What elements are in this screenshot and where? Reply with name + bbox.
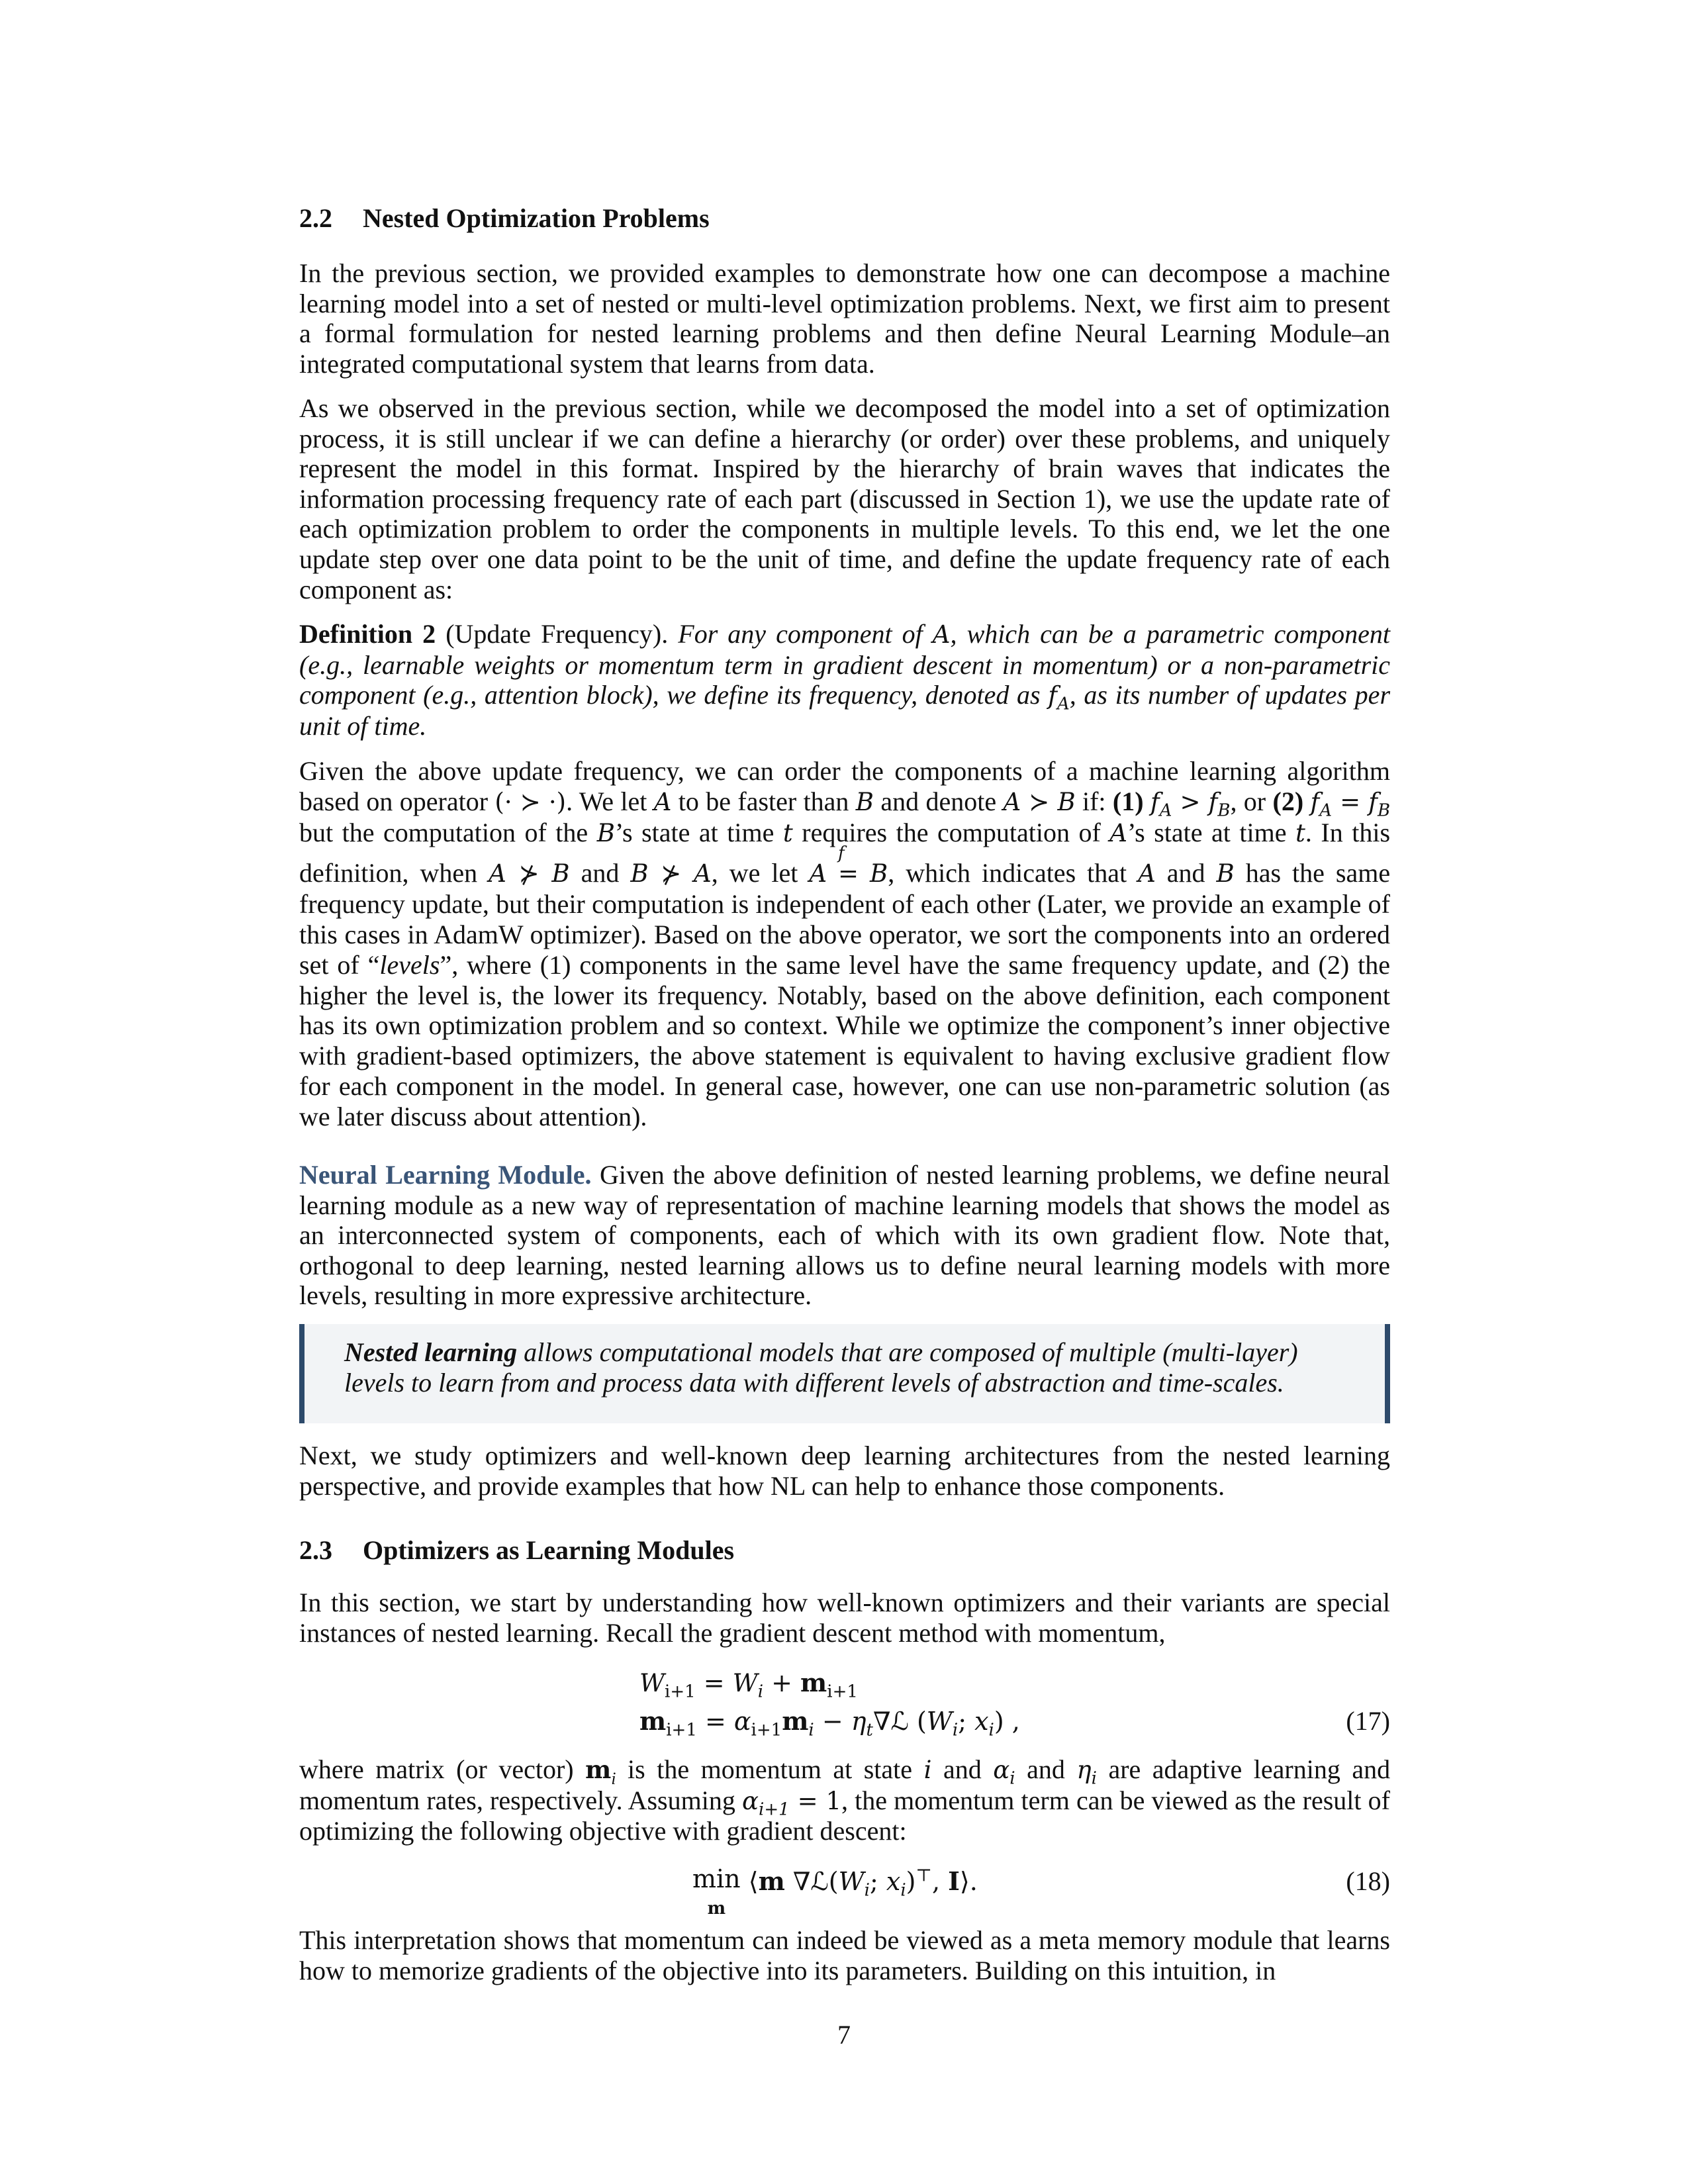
definition-2: Definition 2 (Update Frequency). For any component of A, which can be a parametric component (e.g., learnable weights or momentum term in gradient descent in momentum) or a non-parametric component (e.g., attention block), we define its frequency, denoted as $f_A$, as its number of updates per unit of time. bbox=[299, 619, 1391, 741]
equation-18: min m ⟨m $\nabla ℒ(W_i$; $x_i)^⊤$, I⟩. bbox=[692, 1864, 978, 1919]
section-heading-2-3 bbox=[299, 1535, 1390, 1566]
equation-17-number: (17) bbox=[1346, 1706, 1390, 1736]
paragraph-text: In this section, we start by understanding how well-known optimizers and their variants are special instances of nested learning. Recall the gradient descent method with momentum, bbox=[299, 1588, 1390, 1648]
paragraph-intro bbox=[299, 258, 1390, 379]
equation-18-number: (18) bbox=[1346, 1866, 1390, 1896]
equation-17-line-2: $m_{i+1} = \alpha_{i+1}m_i$ − $\eta_t\nabla ℒ$ ($W_i$; $x_i$) , bbox=[639, 1706, 1020, 1740]
paragraph-optimizers bbox=[299, 1588, 1390, 1648]
paragraph-text: This interpretation shows that momentum can indeed be viewed as a meta memory module that learns how to memorize gradients of the objective into its parameters. Building on this intuition, in bbox=[299, 1925, 1390, 1985]
section-heading-2-2 bbox=[299, 203, 1390, 234]
definition-name: (Update Frequency). bbox=[445, 619, 669, 649]
callout-text: Nested learning allows computational models that are composed of multiple (multi-layer) levels to learn from and process data with different levels of abstraction and time-scales. bbox=[344, 1337, 1298, 1398]
section-number: 2.2 bbox=[299, 203, 332, 233]
paragraph-ordering: Given the above update frequency, we can order the components of a machine learning algorithm based on operator (· ≻ ·). We let A to be faster than B and denote A ≻ B if: (1) $f_A > f_B$, or (2) $f_A = f_B$ but the computation of the B’s state at time t requires the computation of A’s state at time t. In this definition, when A ⊁ B and B ⊁ A, we let A f = B, which indicates that A and B has the same frequency update, but their computation is independent of each other (Later, we provide an example of this cases in AdamW optimizer). Based on the above operator, we sort the components into an ordered set of “levels”, where (1) components in the same level have the same frequency update, and (2) the higher the level is, the lower its frequency. Notably, based on the above definition, each component has its own optimization problem and so context. While we optimize the component’s inner objective with gradient-based optimizers, the above statement is equivalent to having exclusive gradient flow for each component in the model. In general case, however, one can use non-parametric solution (as we later discuss about attention). bbox=[299, 756, 1391, 1131]
page-number: 7 bbox=[837, 2020, 851, 2050]
paragraph-momentum: where matrix (or vector) $m_i$ is the momentum at state i and $\alpha_i$ and $\eta_i$ are adaptive learning and momentum rates, respectively. Assuming $\alpha_{i+1} = 1$, the momentum term can be viewed as the result of optimizing the following objective with gradient descent: bbox=[299, 1754, 1391, 1846]
paragraph-next bbox=[299, 1441, 1390, 1501]
definition-label: Definition 2 bbox=[299, 619, 436, 649]
paragraph-hierarchy bbox=[299, 393, 1390, 604]
callout-box bbox=[299, 1324, 1390, 1423]
paragraph-interpretation bbox=[299, 1925, 1390, 1985]
paragraph-label: Neural Learning Module. bbox=[299, 1160, 592, 1190]
paragraph-neural-learning-module bbox=[299, 1160, 1390, 1311]
definition-text-c: , as its number of updates per unit of time. bbox=[299, 680, 1391, 741]
definition-text-a: For any component of bbox=[678, 619, 923, 649]
paragraph-text: As we observed in the previous section, while we decomposed the model into a set of optimization process, it is still unclear if we can define a hierarchy (or order) over these problems, and uniquely represent the model in this format. Inspired by the hierarchy of brain waves that indicates the information processing frequency rate of each part (discussed in Section 1), we use the update rate of each optimization problem to order the components in multiple levels. To this end, we let the one update step over one data point to be the unit of time, and define the update frequency rate of each component as: bbox=[299, 393, 1390, 604]
section-title: Nested Optimization Problems bbox=[363, 203, 710, 233]
callout-bold: Nested learning bbox=[344, 1337, 518, 1367]
section-number: 2.3 bbox=[299, 1535, 332, 1565]
definition-text-b: , which can be a parametric component (e.g., learnable weights or momentum term in gradient descent in momentum) or a non-parametric component (e.g., attention block), we define its frequency, denoted as bbox=[299, 619, 1391, 710]
paragraph-text: Given the above definition of nested learning problems, we define neural learning module as a new way of representation of machine learning models that shows the model as an interconnected system of components, each of which with its own gradient flow. Note that, orthogonal to deep learning, nested learning allows us to define neural learning models with more levels, resulting in more expressive architecture. bbox=[299, 1160, 1391, 1311]
equation-17-line-1: $W_{i+1} = W_i + m_{i+1}$ bbox=[639, 1668, 858, 1702]
paragraph-text: Next, we study optimizers and well-known deep learning architectures from the nested learning perspective, and provide examples that how NL can help to enhance those components. bbox=[299, 1441, 1390, 1501]
paragraph-text: In the previous section, we provided examples to demonstrate how one can decompose a machine learning model into a set of nested or multi-level optimization problems. Next, we first aim to present a formal formulation for nested learning problems and then define Neural Learning Module–an integrated computational system that learns from data. bbox=[299, 258, 1390, 379]
section-title: Optimizers as Learning Modules bbox=[363, 1535, 735, 1565]
